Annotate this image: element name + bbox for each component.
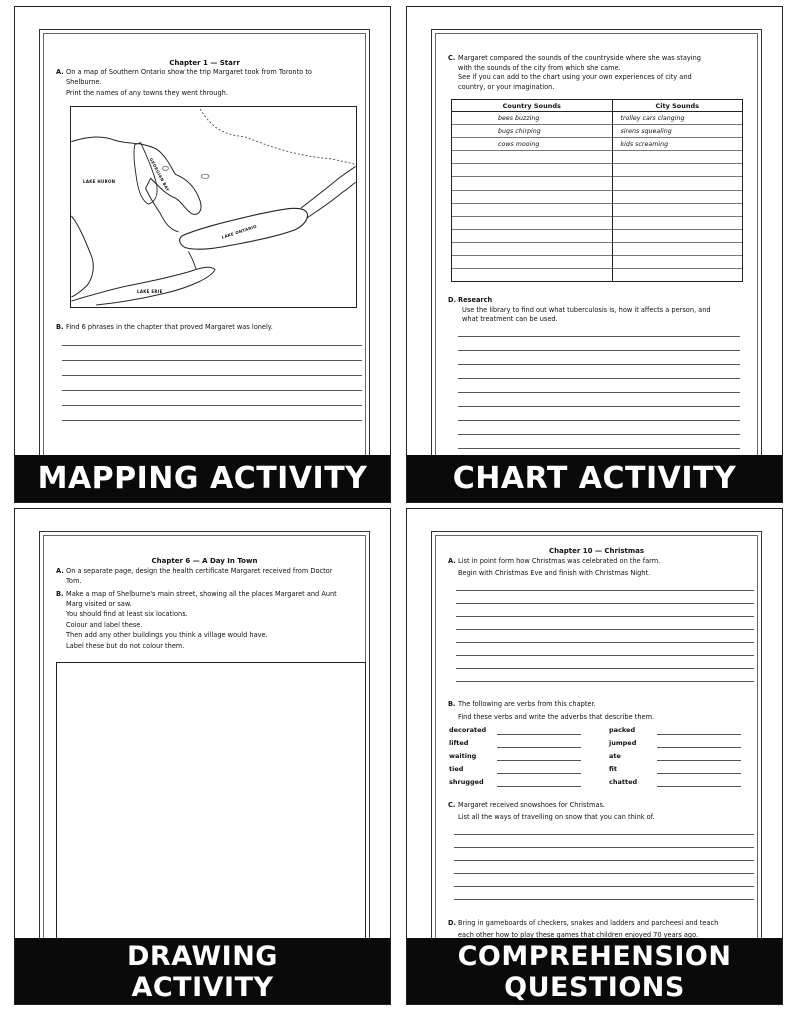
table-row[interactable] <box>452 151 743 164</box>
lake-erie-label: LAKE ERIE <box>137 289 163 294</box>
table-row[interactable] <box>452 203 743 216</box>
answer-line[interactable] <box>454 873 754 874</box>
answer-line[interactable] <box>458 336 740 337</box>
answer-line[interactable] <box>62 420 362 421</box>
column-header-city: City Sounds <box>612 100 743 112</box>
answer-line[interactable] <box>458 448 740 449</box>
southern-ontario-map <box>70 106 357 308</box>
answer-line[interactable] <box>458 350 740 351</box>
answer-line[interactable] <box>458 364 740 365</box>
answer-line[interactable] <box>456 629 754 630</box>
table-row[interactable] <box>452 216 743 229</box>
table-row <box>452 112 743 125</box>
question-label: D. <box>448 296 456 304</box>
lake-huron-label: LAKE HURON <box>83 179 116 184</box>
drawing-area[interactable] <box>56 662 366 985</box>
question-d: D. Bring in gameboards of checkers, snakes and ladders and parcheesi and teach each other how to play these games that children enjoyed 70 years ago. <box>448 919 719 939</box>
question-b: B. The following are verbs from this chapter. Find these verbs and write the adverbs that describe them. <box>448 700 655 721</box>
worksheet-page <box>39 29 370 502</box>
table-row[interactable] <box>452 256 743 269</box>
answer-line[interactable] <box>458 392 740 393</box>
question-label: B. <box>56 323 64 331</box>
question-c: C. Margaret compared the sounds of the countryside where she was staying with the sounds of the city from which she came. See if you can add to the chart using your own experiences of city and country, or your imagination. <box>448 54 701 91</box>
column-header-country: Country Sounds <box>452 100 613 112</box>
table-row[interactable] <box>452 164 743 177</box>
question-a: A. On a separate page, design the health certificate Margaret received from Doctor Tom. <box>56 567 333 585</box>
activity-banner: COMPREHENSION QUESTIONS <box>407 938 782 1004</box>
question-b: B. Make a map of Shelburne's main street, showing all the places Margaret and Aunt Marg visited or saw. You should find at least six locations. Colour and label these. Then add any other buildings you think a village would have. Label these but do not colour them. <box>56 590 337 650</box>
table-row[interactable] <box>452 190 743 203</box>
question-label: C. <box>448 801 456 809</box>
comprehension-questions-panel <box>406 508 783 1005</box>
table-cell: cows mooing <box>452 138 613 151</box>
table-row[interactable] <box>452 242 743 255</box>
table-row <box>452 138 743 151</box>
table-row <box>452 125 743 138</box>
table-cell: trolley cars clanging <box>612 112 743 125</box>
answer-line[interactable] <box>456 681 754 682</box>
question-a: A. List in point form how Christmas was celebrated on the farm. Begin with Christmas Eve and finish with Christmas Night. <box>448 557 661 577</box>
answer-line[interactable] <box>456 668 754 669</box>
answer-line[interactable] <box>458 420 740 421</box>
worksheet-page <box>39 531 370 1004</box>
lake-ontario-label: LAKE ONTARIO <box>221 223 258 240</box>
question-b: B. Find 6 phrases in the chapter that proved Margaret was lonely. <box>56 323 273 331</box>
sounds-chart <box>451 99 743 282</box>
georgian-bay-label: GEORGIAN BAY <box>148 157 171 193</box>
answer-line[interactable] <box>454 899 754 900</box>
table-cell: sirens squealing <box>612 125 743 138</box>
table-row[interactable] <box>452 229 743 242</box>
answer-line[interactable] <box>456 642 754 643</box>
drawing-activity-panel <box>14 508 391 1005</box>
answer-line[interactable] <box>456 590 754 591</box>
answer-line[interactable] <box>454 860 754 861</box>
question-a: A. On a map of Southern Ontario show the trip Margaret took from Toronto to Shelburne. Print the names of any towns they went through. <box>56 68 312 97</box>
question-label: D. <box>448 919 456 927</box>
answer-line[interactable] <box>62 360 362 361</box>
question-d: D. Research Use the library to find out what tuberculosis is, how it affects a person, and what treatment can be used. <box>448 296 711 323</box>
answer-line[interactable] <box>62 390 362 391</box>
chapter-title: Chapter 10 — Christmas <box>548 547 645 555</box>
activity-banner: MAPPING ACTIVITY <box>15 455 390 502</box>
answer-line[interactable] <box>454 834 754 835</box>
answer-line[interactable] <box>454 847 754 848</box>
chapter-title: Chapter 6 — A Day In Town <box>151 557 258 565</box>
answer-line[interactable] <box>456 616 754 617</box>
table-row[interactable] <box>452 177 743 190</box>
answer-line[interactable] <box>454 886 754 887</box>
activity-banner: CHART ACTIVITY <box>407 455 782 502</box>
answer-line[interactable] <box>456 603 754 604</box>
answer-line[interactable] <box>456 655 754 656</box>
worksheet-page <box>431 29 762 502</box>
chart-activity-panel <box>406 6 783 503</box>
table-cell: bees buzzing <box>452 112 613 125</box>
answer-line[interactable] <box>458 434 740 435</box>
table-cell: bugs chirping <box>452 125 613 138</box>
answer-line[interactable] <box>62 375 362 376</box>
worksheet-page: Chapter 10 — Christmas A. List in point form how Christmas was celebrated on the farm. Begin with Christmas Eve and finish with Christmas Night. B. The following are verbs from this chapter. Find these verbs and write the adverbs that describe them. decorated lifted waiting tied shrugged packed jumped ate fit chatted C. Margaret received snowshoes for Christmas. List all the ways of travelling on snow that you can think of. D. Bring in gameboards of checkers, snakes and ladders and parcheesi and teach each other how to play these games that children enjoyed 70 years ago. <box>431 531 762 1004</box>
mapping-activity-panel <box>14 6 391 503</box>
answer-line[interactable] <box>458 378 740 379</box>
answer-line[interactable] <box>458 406 740 407</box>
question-label: A. <box>448 557 456 565</box>
table-cell: kids screaming <box>612 138 743 151</box>
answer-line[interactable] <box>62 345 362 346</box>
question-label: B. <box>56 590 64 598</box>
question-label: A. <box>56 567 64 575</box>
map-outline-drawing <box>71 107 356 307</box>
question-label: C. <box>448 54 456 62</box>
answer-line[interactable] <box>62 405 362 406</box>
chapter-title: Chapter 1 — Starr <box>169 59 240 67</box>
table-row[interactable] <box>452 269 743 282</box>
activity-banner: DRAWING ACTIVITY <box>15 938 390 1004</box>
question-label: A. <box>56 68 64 76</box>
question-c: C. Margaret received snowshoes for Christmas. List all the ways of travelling on snow that you can think of. <box>448 801 655 821</box>
question-label: B. <box>448 700 456 708</box>
